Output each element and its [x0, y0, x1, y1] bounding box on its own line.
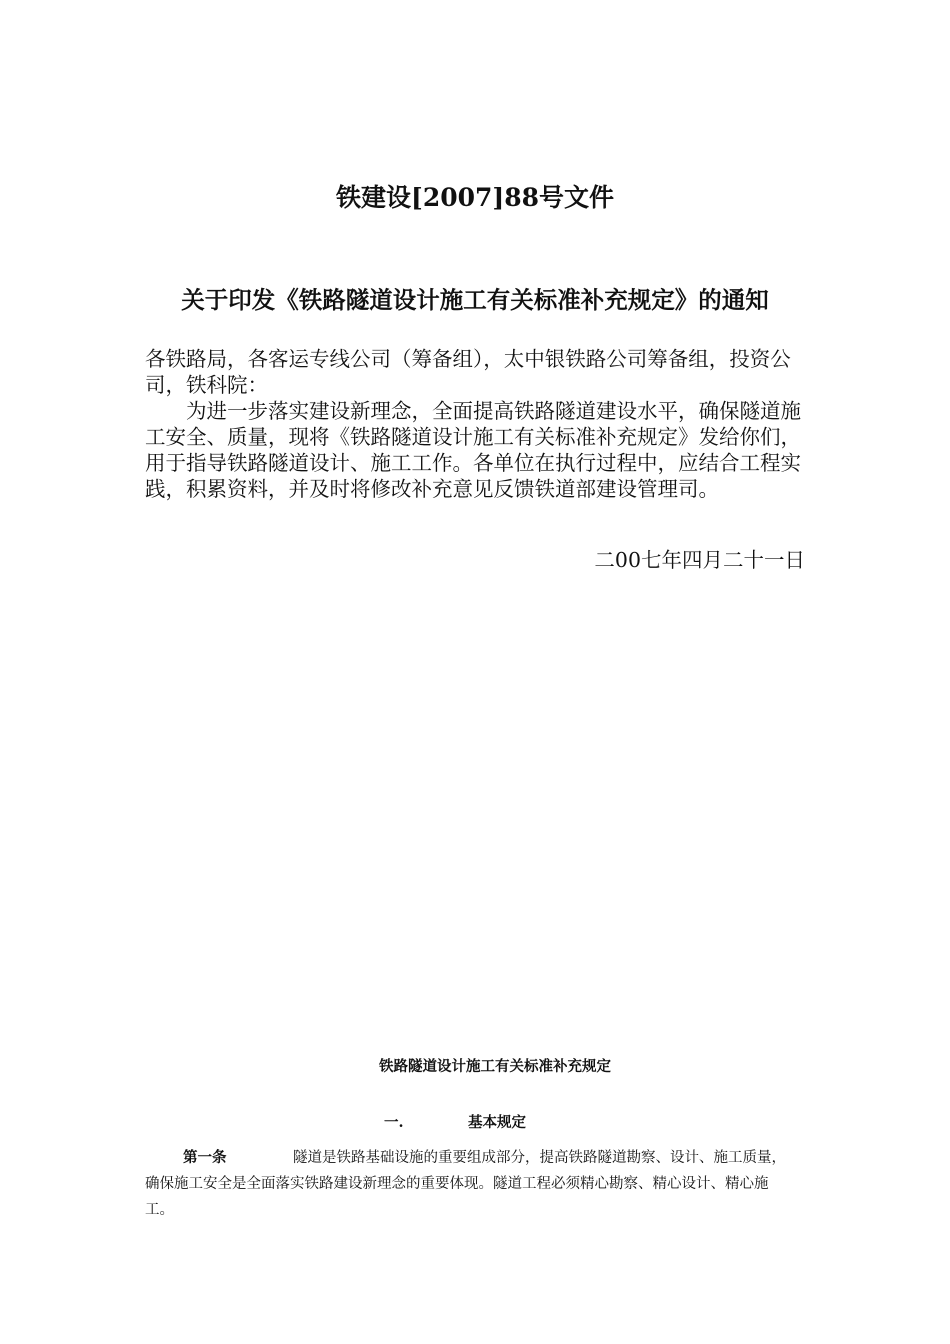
attachment-title: 铁路隧道设计施工有关标准补充规定 — [379, 1058, 611, 1075]
notice-body-paragraph: 为进一步落实建设新理念，全面提高铁路隧道建设水平，确保隧道施工安全、质量，现将《铁路隧道设计施工有关标准补充规定》发给你们，用于指导铁路隧道设计、施工工作。各单位在执行过程中，应结合工程实践，积累资料，并及时将修改补充意见反馈铁道部建设管理司。 — [145, 399, 801, 501]
chapter-number: 一. — [384, 1114, 404, 1131]
chapter-heading — [384, 1111, 526, 1135]
issue-date: 二00七年四月二十一日 — [594, 548, 805, 572]
chapter-title: 基本规定 — [468, 1114, 526, 1131]
article-paragraph — [145, 1145, 797, 1223]
article-text: 隧道是铁路基础设施的重要组成部分，提高铁路隧道勘察、设计、施工质量，确保施工安全是全面落实铁路建设新理念的重要体现。隧道工程必须精心勘察、精心设计、精心施工。 — [145, 1150, 786, 1218]
document-number-heading: 铁建设[2007]88号文件 — [335, 183, 615, 212]
article-label: 第一条 — [183, 1149, 227, 1166]
notice-title: 关于印发《铁路隧道设计施工有关标准补充规定》的通知 — [181, 286, 769, 314]
addressee-paragraph: 各铁路局，各客运专线公司（筹备组），太中银铁路公司筹备组，投资公司，铁科院： — [145, 347, 791, 397]
